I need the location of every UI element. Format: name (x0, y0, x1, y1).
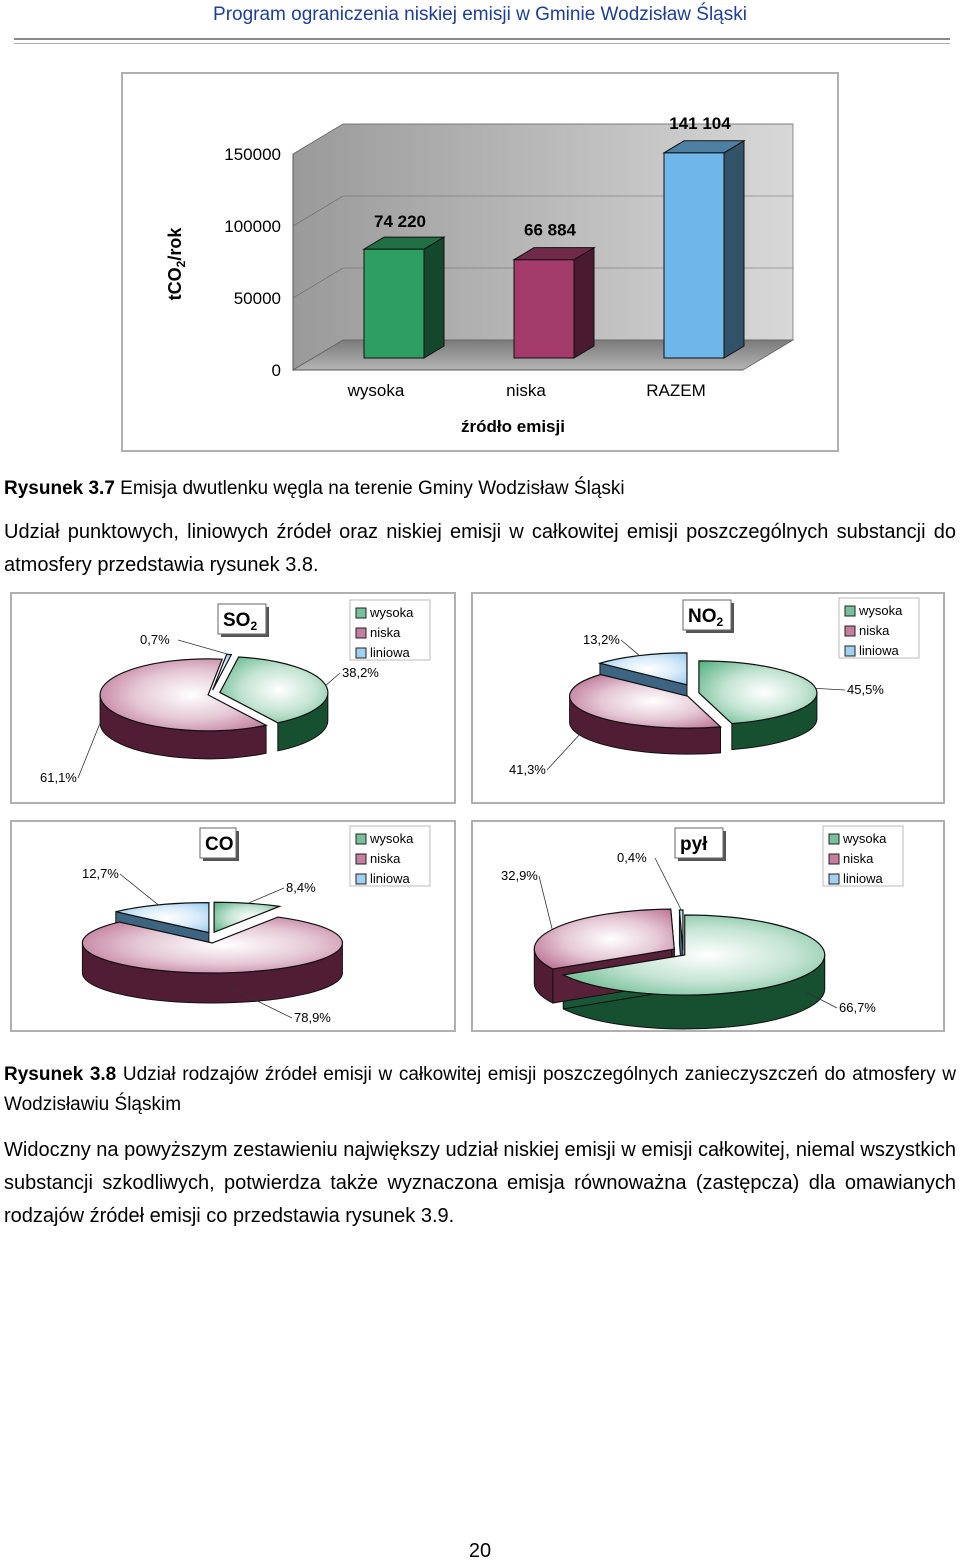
bar-chart (123, 74, 837, 450)
legend-label-liniowa: liniowa (370, 645, 410, 660)
pie-data-label-wysoka: 66,7% (839, 1000, 876, 1015)
y-axis-title: tCO$_2$/rok (165, 227, 188, 301)
y-tick-label: 150000 (224, 145, 281, 164)
header-rule-thin (14, 43, 950, 44)
legend-swatch-niska (829, 854, 839, 864)
caption-text: Emisja dwutlenku węgla na terenie Gminy Wodzisław Śląski (114, 478, 625, 499)
paragraph-conclusion: Widoczny na powyższym zestawieniu największy udział niskiej emisji w emisji całkowitej, niemal wszystkich substancji szkodliwych, potwierdza także wyznaczona emisja równoważna (zastępcza) dla omawianych rodzajów źródeł emisji co przedstawia rysunek 3.9. (4, 1139, 956, 1227)
bar-niska (514, 260, 574, 358)
page-number: 20 (468, 1540, 492, 1562)
pie-title (218, 604, 269, 637)
legend-label-niska: niska (843, 851, 874, 866)
leader-line (621, 640, 639, 656)
header-rule (14, 38, 950, 40)
pie-data-label-niska: 41,3% (509, 762, 546, 777)
legend-label-wysoka: wysoka (370, 831, 414, 846)
leader-line (547, 726, 587, 770)
pie-title-text: $SO_2$ (223, 610, 258, 633)
data-label-niska: 66 884 (524, 220, 576, 240)
x-tick-label: RAZEM (646, 381, 706, 400)
pie-data-label-niska: 61,1% (40, 770, 77, 785)
pie-data-label-liniowa: 12,7% (82, 866, 119, 881)
legend-label-wysoka: wysoka (370, 605, 414, 620)
bar-side-niska (574, 248, 594, 358)
legend-swatch-liniowa (356, 648, 366, 658)
pie-data-label-wysoka: 38,2% (342, 665, 379, 680)
pie-frame-so2 (10, 592, 456, 804)
pie-data-label-niska: 78,9% (294, 1010, 331, 1025)
legend-swatch-niska (356, 628, 366, 638)
paragraph-intro: Udział punktowych, liniowych źródeł oraz niskiej emisji w całkowitej emisji poszczególnych substancji do atmosfery przedstawia rysunek 3.8. (4, 521, 956, 576)
legend-label-niska: niska (859, 623, 890, 638)
caption-label: Rysunek 3.7 (4, 478, 115, 499)
pie-chart-no2 (473, 594, 943, 802)
leader-line (78, 717, 103, 778)
pie-frame-co (10, 820, 456, 1032)
legend-label-liniowa: liniowa (859, 643, 899, 658)
y-tick-label: 100000 (224, 217, 281, 236)
legend-label-liniowa: liniowa (370, 871, 410, 886)
page-header-title: Program ograniczenia niskiej emisji w Gminie Wodzisław Śląski (213, 4, 747, 25)
data-label-RAZEM: 141 104 (669, 113, 731, 133)
pie-data-label-wysoka: 45,5% (847, 682, 884, 697)
bar-side-wysoka (424, 237, 444, 358)
pie-title (675, 828, 726, 861)
pie-chart-so2 (12, 594, 454, 802)
legend-label-niska: niska (370, 851, 401, 866)
pie-legend (823, 826, 903, 886)
pie-data-label-liniowa: 13,2% (583, 632, 620, 647)
leader-line (816, 688, 845, 690)
pie-frame-pyl (471, 820, 945, 1032)
figure-caption-3-8 (4, 1060, 956, 1120)
leader-line (178, 640, 229, 654)
pie-chart-pyl (473, 822, 943, 1030)
pie-legend (350, 600, 430, 660)
pie-title-text: CO (205, 834, 234, 855)
figure-caption-3-7 (4, 474, 956, 504)
caption-label: Rysunek 3.8 (4, 1064, 117, 1085)
legend-swatch-niska (356, 854, 366, 864)
legend-swatch-liniowa (829, 874, 839, 884)
x-tick-label: wysoka (347, 381, 405, 400)
legend-swatch-wysoka (829, 834, 839, 844)
pie-title (200, 828, 239, 861)
pie-title-text: $NO_2$ (688, 606, 724, 629)
leader-line (539, 876, 552, 930)
pie-data-label-niska: 32,9% (501, 868, 538, 883)
pie-data-label-wysoka: 8,4% (286, 880, 316, 895)
leader-line (655, 858, 681, 910)
data-label-wysoka: 74 220 (374, 212, 426, 232)
legend-swatch-wysoka (356, 834, 366, 844)
pie-legend (350, 826, 430, 886)
legend-label-wysoka: wysoka (843, 831, 887, 846)
legend-swatch-niska (845, 626, 855, 636)
pie-frame-no2 (471, 592, 945, 804)
leader-line (248, 888, 284, 903)
pie-title (683, 600, 734, 633)
legend-swatch-liniowa (845, 646, 855, 656)
caption-text: Udział rodzajów źródeł emisji w całkowitej emisji poszczególnych zanieczyszczeń do atmosfery w Wodzisławiu Śląskim (4, 1064, 956, 1115)
bar-side-RAZEM (724, 141, 744, 358)
pie-chart-co (12, 822, 454, 1030)
leader-line (326, 673, 340, 685)
legend-swatch-liniowa (356, 874, 366, 884)
legend-swatch-wysoka (845, 606, 855, 616)
pie-legend (839, 598, 919, 658)
pie-title-text: pył (680, 834, 708, 855)
pie-data-label-liniowa: 0,7% (140, 632, 170, 647)
x-axis-title: źródło emisji (461, 417, 565, 436)
y-tick-label: 0 (271, 361, 281, 380)
bar-wysoka (364, 249, 424, 358)
leader-line (120, 874, 158, 905)
bar-RAZEM (664, 153, 724, 358)
legend-swatch-wysoka (356, 608, 366, 618)
legend-label-liniowa: liniowa (843, 871, 883, 886)
y-tick-label: 50000 (233, 289, 281, 308)
x-tick-label: niska (506, 381, 546, 400)
pie-slice-niska (82, 917, 342, 973)
pie-data-label-liniowa: 0,4% (617, 850, 647, 865)
legend-label-wysoka: wysoka (859, 603, 903, 618)
bar-chart-frame (121, 72, 839, 452)
legend-label-niska: niska (370, 625, 401, 640)
